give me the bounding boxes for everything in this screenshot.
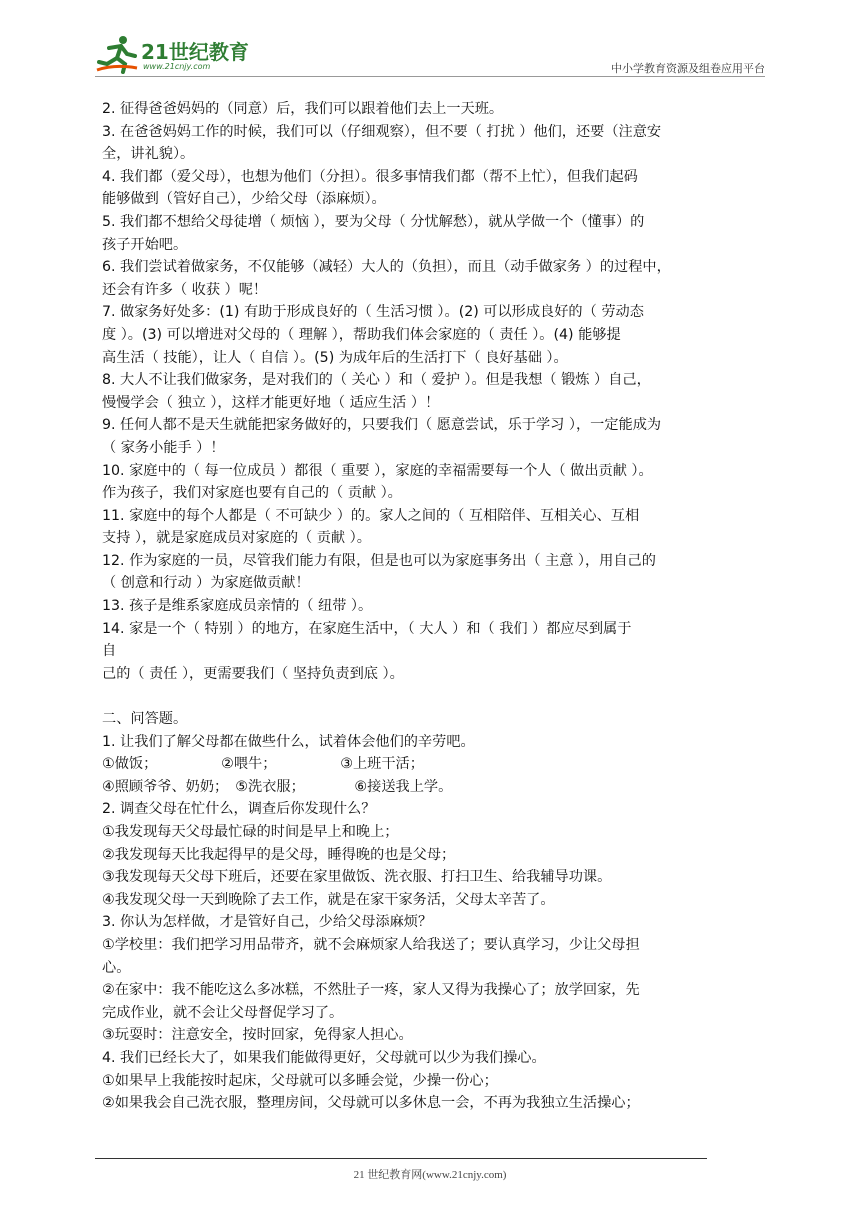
text-line: 高生活（ 技能），让人（ 自信 ）。(5) 为成年后的生活打下（ 良好基础 ）。 <box>102 349 568 366</box>
text-line: ①学校里：我们把学习用品带齐，就不会麻烦家人给我送了；要认真学习，少让父母担 <box>102 936 640 953</box>
text-line: 5. 我们都不想给父母徒增（ 烦恼 ），要为父母（ 分忧解愁），就从学做一个（懂事）的 <box>102 213 645 230</box>
text-line: ①做饭； ②喂牛； ③上班干活； <box>102 756 424 773</box>
text-line: 12. 作为家庭的一员，尽管我们能力有限，但是也可以为家庭事务出（ 主意 ），用自己的 <box>102 552 656 569</box>
text-line: 作为孩子，我们对家庭也要有自己的（ 贡献 ）。 <box>102 485 402 502</box>
text-line: 11. 家庭中的每个人都是（ 不可缺少 ）的。家人之间的（ 互相陪伴、互相关心、互相 <box>102 507 640 524</box>
logo-text: 21世纪教育 <box>141 40 249 64</box>
logo <box>95 32 265 76</box>
text-line: 3. 在爸爸妈妈工作的时候，我们可以（仔细观察），但不要（ 打扰 ）他们，还要（注意安 <box>102 123 662 140</box>
text-line: 3. 你认为怎样做，才是管好自己，少给父母添麻烦？ <box>102 914 433 931</box>
text-line: 8. 大人不让我们做家务，是对我们的（ 关心 ）和（ 爱护 ）。但是我想（ 锻炼 ）自己， <box>102 372 651 389</box>
blank-line <box>102 685 762 708</box>
text-line: 孩子开始吧。 <box>102 236 188 253</box>
text-line: 2. 调查父母在忙什么，调查后你发现什么？ <box>102 801 376 818</box>
page-header <box>95 32 765 78</box>
text-line: ②在家中：我不能吃这么多冰糕，不然肚子一疼，家人又得为我操心了；放学回家，先 <box>102 982 640 999</box>
text-line: ①如果早上我能按时起床，父母就可以多睡会觉，少操一份心； <box>102 1072 498 1089</box>
platform-name: 中小学教育资源及组卷应用平台 <box>611 62 765 75</box>
text-line: 还会有许多（ 收获 ）呢！ <box>102 281 268 298</box>
text-line: ②如果我会自己洗衣服，整理房间，父母就可以多休息一会，不再为我独立生活操心； <box>102 1095 640 1112</box>
text-line: 慢慢学会（ 独立 ），这样才能更好地（ 适应生活 ）！ <box>102 394 440 411</box>
runner-logo-icon <box>95 34 139 74</box>
text-line: ④我发现父母一天到晚除了去工作，就是在家干家务活，父母太辛苦了。 <box>102 891 555 908</box>
text-line: 4. 我们都（爱父母），也想为他们（分担）。很多事情我们都（帮不上忙），但我们起码 <box>102 168 638 185</box>
text-line: ①我发现每天父母最忙碌的时间是早上和晚上； <box>102 824 399 840</box>
text-line: 能够做到（管好自己），少给父母（添麻烦）。 <box>102 191 386 208</box>
text-line: 10. 家庭中的（ 每一位成员 ）都很（ 重要 ），家庭的幸福需要每一个人（ 做出贡献 ）。 <box>102 462 653 479</box>
text-line: （ 创意和行动 ）为家庭做贡献！ <box>102 575 310 592</box>
text-line: 13. 孩子是维系家庭成员亲情的（ 纽带 ）。 <box>102 598 373 615</box>
document-body <box>102 98 762 1115</box>
text-line: 度 ）。(3) 可以增进对父母的（ 理解 ），帮助我们体会家庭的（ 责任 ）。(4) 能够提 <box>102 326 621 343</box>
text-line: ④照顾爷爷、奶奶； ⑤洗衣服； ⑥接送我上学。 <box>102 778 453 795</box>
text-line: 14. 家是一个（ 特别 ）的地方，在家庭生活中，（ 大人 ）和（ 我们 ）都应尽到属于 <box>102 620 632 637</box>
text-line: 6. 我们尝试着做家务，不仅能够（减轻）大人的（负担），而且（动手做家务 ）的过程中， <box>102 259 671 276</box>
text-line: 支持 ），就是家庭成员对家庭的（ 贡献 ）。 <box>102 530 371 547</box>
footer-text: 21 世纪教育网(www.21cnjy.com) <box>353 1169 507 1181</box>
text-line: 1. 让我们了解父母都在做些什么，试着体会他们的辛劳吧。 <box>102 733 475 750</box>
footer-divider <box>95 1158 707 1159</box>
logo-url: www.21cnjy.com <box>143 62 211 71</box>
text-line: 心。 <box>102 959 131 976</box>
header-divider <box>95 76 765 77</box>
text-line: 己的（ 责任 ），更需要我们（ 坚持负责到底 ）。 <box>102 665 404 682</box>
text-line: 完成作业，就不会让父母督促学习了。 <box>102 1004 344 1021</box>
text-line: 全，讲礼貌）。 <box>102 146 195 163</box>
text-line: ③我发现每天父母下班后，还要在家里做饭、洗衣服、打扫卫生、给我辅导功课。 <box>102 869 612 886</box>
text-line: 2. 征得爸爸妈妈的（同意）后，我们可以跟着他们去上一天班。 <box>102 101 504 117</box>
text-line: ②我发现每天比我起得早的是父母，睡得晚的也是父母； <box>102 846 456 863</box>
text-line: 4. 我们已经长大了，如果我们能做得更好，父母就可以少为我们操心。 <box>102 1049 546 1066</box>
text-line: 9. 任何人都不是天生就能把家务做好的，只要我们（ 愿意尝试，乐于学习 ），一定能成为 <box>102 417 662 434</box>
text-line: 二、问答题。 <box>102 711 188 728</box>
text-line: （ 家务小能手 ）！ <box>102 439 225 456</box>
text-line: 7. 做家务好处多：(1) 有助于形成良好的（ 生活习惯 ）。(2) 可以形成良好的（ 劳动态 <box>102 304 644 321</box>
text-line: ③玩耍时：注意安全，按时回家，免得家人担心。 <box>102 1027 413 1044</box>
text-line: 自 <box>102 643 117 660</box>
